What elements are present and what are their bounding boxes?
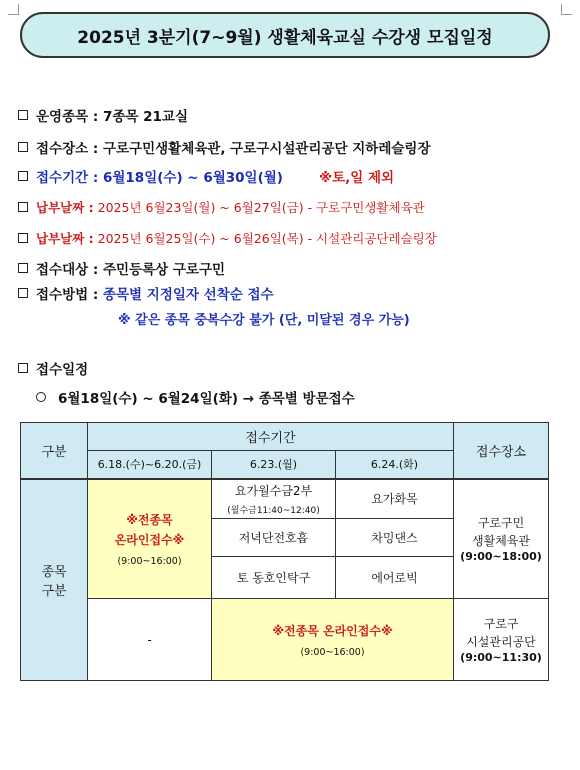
place-cell-2 [454, 599, 549, 681]
checkbox-icon [18, 363, 28, 373]
place-cell-1 [454, 479, 549, 599]
place-time: (9:00~18:00) [460, 550, 542, 564]
info-label: 접수방법 : [36, 287, 99, 303]
info-value: 6월18일(수) ~ 6월30일(월) [102, 170, 283, 186]
info-line-place [18, 137, 430, 157]
header-date-3: 6.24.(화) [336, 451, 454, 479]
info-label: 접수대상 : [36, 262, 99, 278]
header-date-1: 6.18.(수)~6.20.(금) [88, 451, 212, 479]
info-value: 7종목 21교실 [102, 109, 189, 125]
schedule-heading-text: 접수일정 [36, 362, 89, 378]
info-line-payment-1 [18, 198, 425, 216]
schedule-table [20, 422, 549, 681]
checkbox-icon [18, 288, 28, 298]
online-time: (9:00~16:00) [300, 647, 365, 658]
place-time: (9:00~11:30) [460, 651, 542, 664]
row-label-text: 종목 구분 [41, 564, 67, 599]
info-line-payment-2 [18, 229, 437, 247]
info-value: 구로구민생활체육관, 구로구시설관리공단 지하레슬링장 [102, 141, 431, 157]
info-label: 운영종목 : [36, 109, 99, 125]
online-label: ※전종목 온라인접수※ [272, 624, 393, 638]
info-label: 납부날짜 : [36, 200, 94, 215]
info-label: 접수기간 : [36, 170, 99, 186]
header-period: 접수기간 [88, 423, 454, 451]
program-cell: 차밍댄스 [336, 519, 454, 557]
schedule-heading [18, 358, 88, 378]
corner-mark-tl [8, 4, 19, 15]
online-label: ※전종목 온라인접수※ [114, 513, 185, 548]
place-name: 구로구민 생활체육관 [472, 516, 530, 549]
info-label: 접수장소 : [36, 141, 99, 157]
schedule-line-text: 6월18일(수) ~ 6월24일(화) → 종목별 방문접수 [58, 391, 355, 407]
method-note: ※ 같은 종목 중복수강 불가 (단, 미달된 경우 가능) [118, 313, 410, 328]
program-cell: 요가화목 [336, 479, 454, 519]
program-cell: 에어로빅 [336, 557, 454, 599]
circle-bullet-icon [36, 392, 46, 402]
info-note: ※토,일 제외 [318, 170, 395, 186]
checkbox-icon [18, 202, 28, 212]
program-time: (월수금11:40~12:40) [227, 505, 320, 516]
info-value: 2025년 6월25일(수) ~ 6월26일(목) - 시설관리공단레슬링장 [97, 231, 437, 246]
checkbox-icon [18, 263, 28, 273]
info-label: 납부날짜 : [36, 231, 94, 246]
page-title: 2025년 3분기(7~9월) 생활체육교실 수강생 모집일정 [20, 12, 550, 58]
program-cell: 토 동호인탁구 [212, 557, 336, 599]
info-value: 종목별 지정일자 선착순 접수 [102, 287, 274, 303]
info-value: 주민등록상 구로구민 [102, 262, 226, 278]
checkbox-icon [18, 142, 28, 152]
online-time: (9:00~16:00) [117, 556, 182, 568]
checkbox-icon [18, 233, 28, 243]
info-line-events [18, 105, 188, 125]
header-gubun: 구분 [21, 423, 88, 479]
program-cell: 저녁단전호흡 [212, 519, 336, 557]
program-cell [212, 479, 336, 519]
header-place: 접수장소 [454, 423, 549, 479]
online-cell-1 [88, 479, 212, 599]
corner-mark-tr [561, 4, 572, 15]
online-cell-2 [212, 599, 454, 681]
place-name: 구로구 시설관리공단 [466, 617, 536, 649]
info-line-target [18, 258, 225, 278]
schedule-line [36, 387, 355, 407]
header-date-2: 6.23.(월) [212, 451, 336, 479]
row-label [21, 479, 88, 681]
checkbox-icon [18, 110, 28, 120]
info-value: 2025년 6월23일(월) ~ 6월27일(금) - 구로구민생활체육관 [97, 200, 425, 215]
info-line-method [18, 283, 274, 303]
checkbox-icon [18, 171, 28, 181]
dash-cell: - [88, 599, 212, 681]
program-name: 요가월수금2부 [234, 483, 313, 498]
info-line-period [18, 166, 394, 186]
